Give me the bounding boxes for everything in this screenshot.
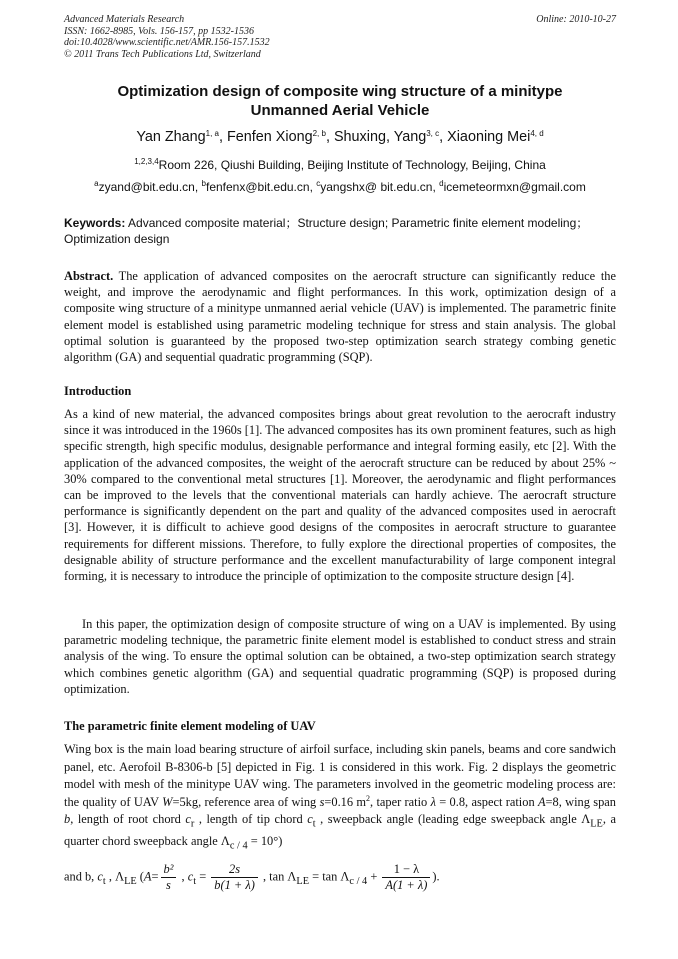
param-var: c <box>307 812 313 826</box>
eq-sub: c / 4 <box>349 875 368 887</box>
journal-name: Advanced Materials Research <box>64 14 185 25</box>
fraction-denominator: s <box>166 878 171 892</box>
author-sep: , <box>219 129 227 145</box>
equation-line <box>64 862 616 902</box>
eq-sub: LE <box>124 875 137 887</box>
param-text: =8, wing span <box>545 794 616 809</box>
email: zyand@bit.edu.cn, <box>98 180 202 194</box>
param-var: Λ <box>581 812 591 826</box>
author-name: Shuxing, Yang <box>333 129 427 145</box>
author-sep: , <box>439 129 448 145</box>
abstract <box>64 268 616 365</box>
param-text: , length of tip chord <box>194 812 308 826</box>
keywords-label: Keywords: <box>64 216 126 230</box>
email-list <box>64 180 616 194</box>
eq-sub: t <box>102 875 106 887</box>
author-sep: , <box>325 129 334 145</box>
email: fenfenx@bit.edu.cn, <box>205 180 317 194</box>
author-name: Xiaoning Mei <box>447 129 531 145</box>
copyright: © 2011 Trans Tech Publications Ltd, Switzerland <box>64 48 261 60</box>
affiliation-sup: 1,2,3,4 <box>134 157 159 166</box>
parametric-paragraph <box>64 741 616 855</box>
keywords <box>64 215 616 247</box>
title-line-1: Optimization design of composite wing structure of a minitype <box>117 83 563 100</box>
param-var: λ <box>430 794 436 809</box>
eq-var: c <box>187 869 194 884</box>
param-sub: r <box>190 818 195 830</box>
abstract-text: The application of advanced composites on the aerocraft structure can significantly reduce the weight, and improve the aerodynamic and flight performances. In this work, optimization design of a composite wing structure of a minitype unmanned aerial vehicle (UAV) is implemented. The parametric finite element model is established using parametric modeling technique for stress and stain analysis. The global optimal solution is guaranteed by the proposed two-step optimization search strategy combing genetic algorithm (GA) and sequential quadratic programming (SQP). <box>64 269 616 365</box>
online-date: Online: 2010-10-27 <box>536 14 616 25</box>
author-name: Yan Zhang <box>136 129 206 145</box>
fraction-tip-chord <box>211 862 258 893</box>
author-sup: 4, d <box>530 129 544 138</box>
eq-sub: LE <box>296 875 310 887</box>
issn: ISSN: 1662-8985, Vols. 156-157, pp 1532-1536 <box>64 25 254 37</box>
param-text: =0.16 m <box>324 794 367 809</box>
author-sup: 3, c <box>426 129 440 138</box>
eq-var: Λ <box>115 869 125 884</box>
eq-sub: t <box>193 875 197 887</box>
param-var: W <box>162 794 173 809</box>
paper-title <box>64 82 616 120</box>
param-var: s <box>319 794 325 809</box>
fraction-aspect-ratio <box>161 862 177 893</box>
author-sup: 1, a <box>205 129 219 138</box>
fraction-sweep <box>382 862 430 893</box>
param-var: b <box>64 812 71 826</box>
section-heading-introduction: Introduction <box>64 384 132 398</box>
eq-var: c <box>97 869 103 884</box>
fraction-numerator: b² <box>161 862 177 878</box>
eq-text: + <box>367 869 381 884</box>
email: yangshx@ bit.edu.cn, <box>320 180 440 194</box>
fraction-numerator: 1 − λ <box>382 862 430 878</box>
intro-paragraph-2: In this paper, the optimization design of composite structure of wing on a UAV is implemented. By using parametric modeling technique, the parametric finite element model is established to conduct stress and strain analysis of the wing. To ensure the optimal solution can be obtained, a two-step optimization search strategy which combines genetic algorithm (GA) and sequential quadratic programming (SQP) is proposed during optimization. <box>64 617 616 696</box>
eq-text: and b, <box>64 869 98 884</box>
param-text: , sweepback angle (leading edge sweepback angle <box>315 812 582 826</box>
eq-text: ). <box>432 869 440 884</box>
param-var: Λ <box>220 833 230 848</box>
eq-text: = <box>151 869 159 884</box>
affiliation-text: Room 226, Qiushi Building, Beijing Institute of Technology, Beijing, China <box>158 158 546 172</box>
param-var: A <box>537 794 546 809</box>
email-sup: d <box>439 179 444 188</box>
param-text: =5kg, reference area of wing <box>172 794 320 809</box>
keywords-text: Advanced composite material；Structure design; Parametric finite element modeling；Optimization design <box>64 216 589 246</box>
param-text: , a quarter chord sweepback angle <box>64 812 616 848</box>
fraction-denominator: A(1 + λ) <box>385 878 428 892</box>
author-list <box>64 129 616 145</box>
param-var: c <box>185 812 191 826</box>
param-text: = 10°) <box>247 833 283 848</box>
section-heading-parametric-modeling: The parametric finite element modeling of UAV <box>64 719 316 733</box>
email-sup: b <box>201 179 206 188</box>
journal-header <box>64 14 616 60</box>
fraction-numerator: 2s <box>211 862 258 878</box>
param-text: = 0.8, aspect ration <box>435 794 538 809</box>
email-sup: a <box>94 179 99 188</box>
author-sup: 2, b <box>312 129 326 138</box>
param-sub: t <box>312 818 316 830</box>
fraction-denominator: b(1 + λ) <box>214 878 255 892</box>
param-text: Wing box is the main load bearing structure of airfoil surface, including skin panels, beams and core sandwich panel, etc. Aerofoil B-8306-b [5] depicted in Fig. 1 is considered in this work. Fig. 2 displays the geometric model with mesh of the minitype UAV wing. The parameters involved in the geometric modeling process are: the quality of UAV <box>64 742 616 809</box>
eq-text: = <box>196 869 210 884</box>
param-text: , taper ratio <box>370 794 431 809</box>
eq-text: tan Λ <box>269 869 297 884</box>
intro-paragraph-1: As a kind of new material, the advanced composites brings about great revolution to the aerocraft industry since it was introduced in the 1960s [1]. The advanced composites has its own prominent features, such as high specific strength, high specific modulus, designable performance and integral forming easily, etc [2]. With the application of the advanced composites, the weight of the aerocraft structure can be reduced by about 25% ~ 30% compared to the conventional metal structures [1]. Moreover, the aerodynamic and flight performances can be improved to the levels that the conventional materials can hardly achieve. The aerocraft structure performance is significantly dependent on the part and quality of the advanced composites used in aerocraft [3]. However, it is difficult to achieve good designs of the composites in aerocraft structure to guarantee requirements for different missions. Therefore, to fully explore the directional properties of composites, the designable ability of structure performance and the excellent manufacturability of large component integral forming, it is necessary to introduce the principle of optimization to the composite structure design [4]. <box>64 407 616 584</box>
eq-text: , <box>105 869 116 884</box>
email-sup: c <box>316 179 321 188</box>
param-sub: c / 4 <box>229 840 248 852</box>
author-name: Fenfen Xiong <box>227 129 313 145</box>
eq-text: ( <box>136 869 144 884</box>
email: icemeteormxn@gmail.com <box>443 180 586 194</box>
param-text: , length of root chord <box>70 812 186 826</box>
title-line-2: Unmanned Aerial Vehicle <box>250 102 430 119</box>
eq-text: , <box>178 869 188 884</box>
eq-var: A <box>143 869 152 884</box>
eq-text: , <box>259 869 270 884</box>
affiliation <box>64 158 616 172</box>
param-sub: LE <box>590 818 603 830</box>
eq-text: = tan Λ <box>309 869 350 884</box>
abstract-label: Abstract. <box>64 269 114 283</box>
param-sup: 2 <box>366 793 371 803</box>
doi: doi:10.4028/www.scientific.net/AMR.156-157.1532 <box>64 37 270 48</box>
